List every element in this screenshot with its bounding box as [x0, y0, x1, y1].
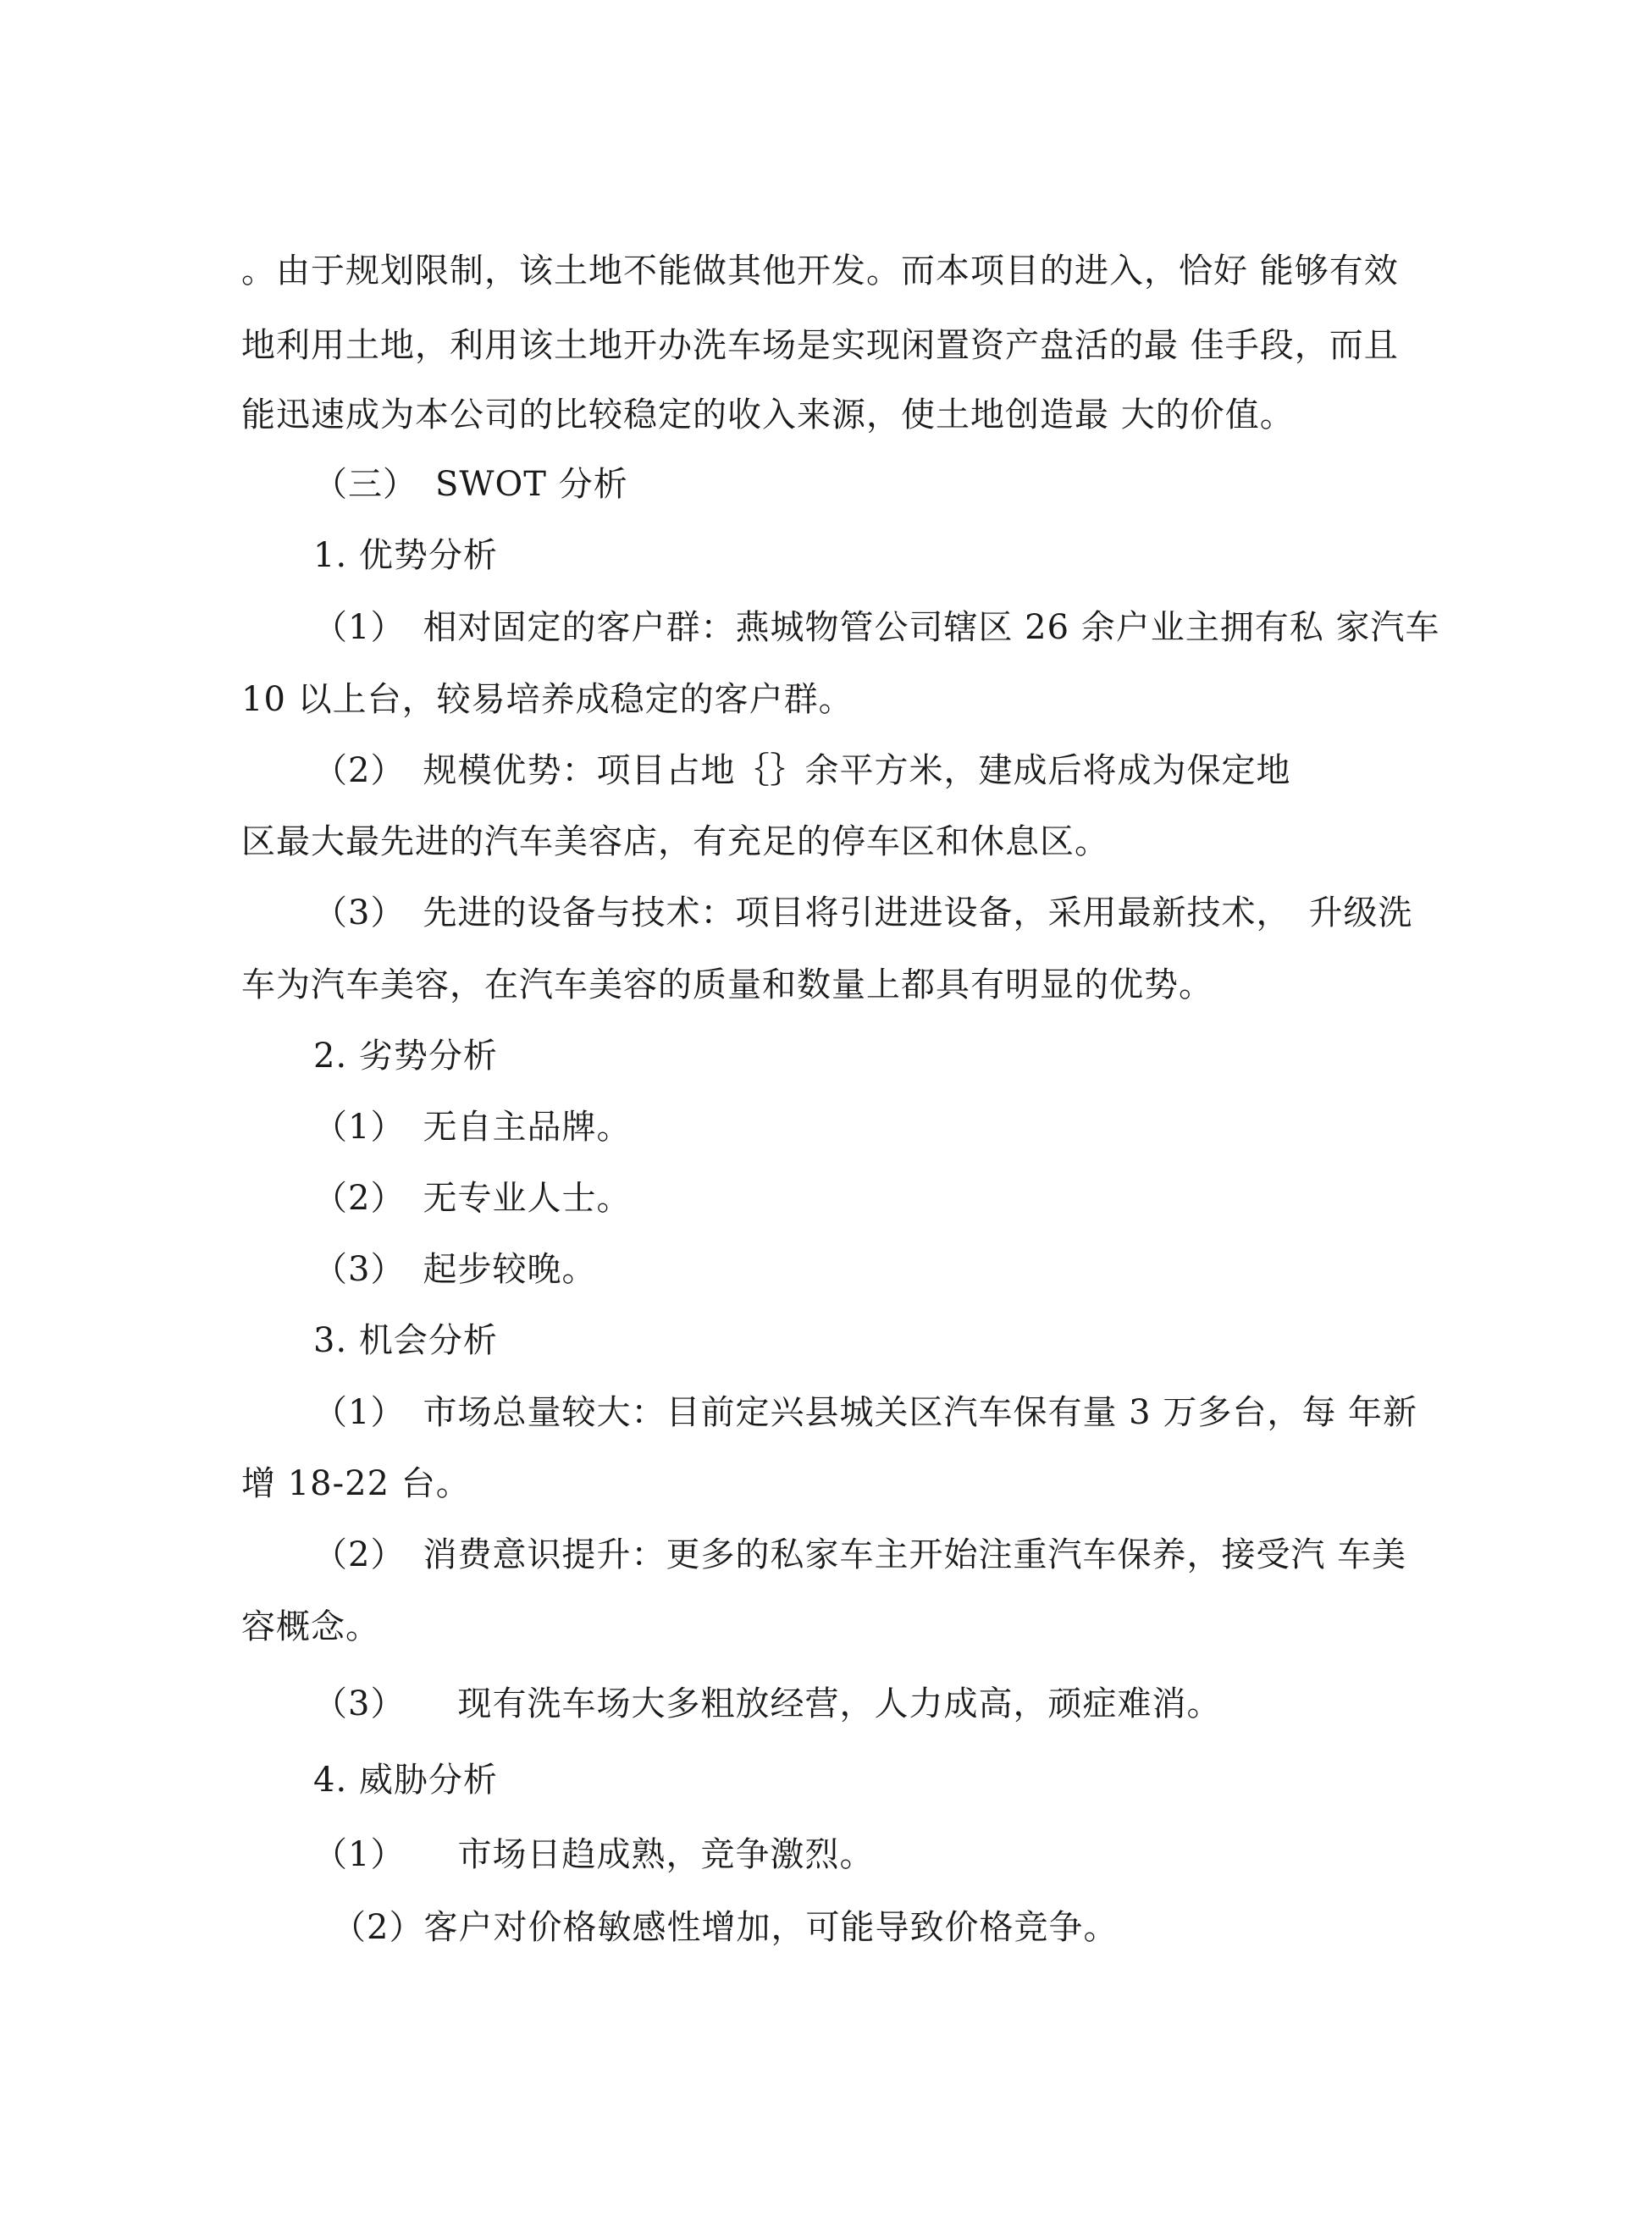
list-item: （2）客户对价格敏感性增加，可能导致价格竞争。 — [332, 1908, 1119, 1947]
list-item: （3） 先进的设备与技术：项目将引进进设备，采用最新技术， 升级洗 — [313, 893, 1413, 932]
subsection-heading: 3. 机会分析 — [313, 1321, 498, 1360]
list-item: （2） 消费意识提升：更多的私家车主开始注重汽车保养，接受汽 车美 — [313, 1535, 1407, 1574]
list-item: （2） 规模优势：项目占地｛｝余平方米，建成后将成为保定地 — [313, 751, 1291, 790]
paragraph-line: 地利用土地，利用该土地开办洗车场是实现闲置资产盘活的最 佳手段，而且 — [241, 326, 1399, 365]
list-item: （3） 现有洗车场大多粗放经营，人力成高，顽症难消。 — [313, 1684, 1222, 1723]
list-item: （1） 市场总量较大：目前定兴县城关区汽车保有量 3 万多台，每 年新 — [313, 1393, 1418, 1432]
list-item: （1） 无自主品牌。 — [313, 1108, 632, 1147]
list-item-continuation: 增 18-22 台。 — [241, 1464, 471, 1503]
list-item: （2） 无专业人士。 — [313, 1179, 632, 1218]
list-item-continuation: 容概念。 — [241, 1607, 380, 1646]
list-item-continuation: 10 以上台，较易培养成稳定的客户群。 — [241, 680, 854, 719]
subsection-heading: 4. 威胁分析 — [313, 1761, 498, 1800]
paragraph-line: 。由于规划限制，该土地不能做其他开发。而本项目的进入，恰好 能够有效 — [241, 252, 1399, 290]
list-item-continuation: 车为汽车美容，在汽车美容的质量和数量上都具有明显的优势。 — [241, 965, 1213, 1004]
subsection-heading: 2. 劣势分析 — [313, 1037, 498, 1076]
list-item-continuation: 区最大最先进的汽车美容店，有充足的停车区和休息区。 — [241, 822, 1109, 861]
subsection-heading: 1. 优势分析 — [313, 536, 498, 575]
list-item: （1） 市场日趋成熟，竞争激烈。 — [313, 1835, 875, 1874]
list-item: （1） 相对固定的客户群：燕城物管公司辖区 26 余户业主拥有私 家汽车 — [313, 608, 1440, 647]
paragraph-line: 能迅速成为本公司的比较稳定的收入来源，使土地创造最 大的价值。 — [241, 395, 1295, 434]
list-item: （3） 起步较晚。 — [313, 1250, 597, 1289]
section-heading: （三） SWOT 分析 — [313, 465, 628, 504]
